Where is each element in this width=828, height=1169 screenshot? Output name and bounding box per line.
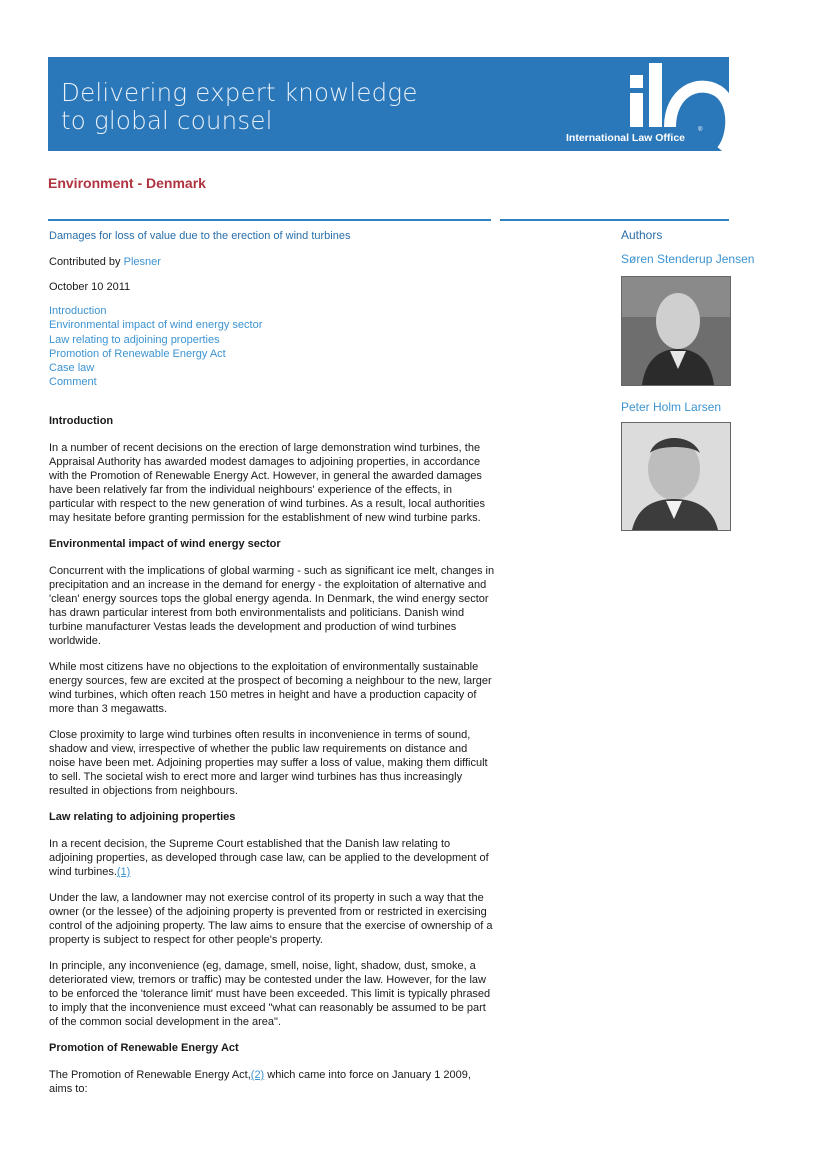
- header-banner: [48, 57, 729, 151]
- paragraph-with-footnote: [49, 1068, 496, 1096]
- paragraph-with-footnote: [49, 837, 496, 879]
- article-body: [49, 414, 496, 1108]
- author-photo: [621, 276, 731, 386]
- logo-wordmark: International Law Office: [566, 132, 686, 144]
- author-photo: [621, 422, 731, 531]
- paragraph: In principle, any inconvenience (eg, damage, smell, noise, light, shadow, dust, smoke, a deteriorated view, tremors or traffic) may be contested under the law. However, for the law to be enforced the 'tolerance limit' must have been exceeded. This limit is typically phrased to imply that the inconvenience must exceed "what can reasonably be assumed to be part of the common social development in the area".: [49, 960, 491, 1028]
- paragraph: Close proximity to large wind turbines often results in inconvenience in terms of sound, shadow and view, irrespective of whether the public law requirements on distance and noise have been met. Adjoining properties may suffer a loss of value, making them difficult to sell. The societal wish to erect more and larger wind turbines has thus increasingly resulted in objections from neighbours.: [49, 729, 488, 797]
- paragraph: Under the law, a landowner may not exercise control of its property in such a way that the owner (or the lessee) of the adjoining property is prevented from or restricted in exercising control of the adjoining property. The law aims to ensure that the exercise of ownership of a property is subject to respect for other people's property.: [49, 892, 493, 946]
- section-heading: Promotion of Renewable Energy Act: [49, 1042, 239, 1054]
- toc-link-renewable-energy-act[interactable]: Promotion of Renewable Energy Act: [49, 347, 226, 360]
- registered-mark: ®: [698, 127, 703, 133]
- toc-link-environmental-impact[interactable]: Environmental impact of wind energy sector: [49, 319, 263, 332]
- section-heading: Introduction: [49, 415, 114, 427]
- toc-link-case-law[interactable]: Case law: [49, 362, 95, 375]
- toc-link-adjoining-properties[interactable]: Law relating to adjoining properties: [49, 333, 220, 346]
- paragraph-text: In a recent decision, the Supreme Court established that the Danish law relating to adjoining properties, as developed through case law, can be applied to the development of wind turbines.: [49, 838, 489, 878]
- divider: [48, 219, 491, 221]
- article-subtitle: Damages for loss of value due to the erection of wind turbines: [49, 230, 351, 242]
- footnote-link-2[interactable]: (2): [250, 1069, 265, 1081]
- paragraph-text-part: which came into force on January 1 2009, aims to:: [49, 1069, 471, 1095]
- portrait-image: [622, 277, 730, 385]
- paragraph-text: [49, 1069, 471, 1095]
- contributed-by: [49, 255, 161, 269]
- paragraph: Concurrent with the implications of global warming - such as significant ice melt, changes in precipitation and an increase in the demand for energy - the exploitation of alternative and 'clean' energy sources tops the global energy agenda. In Denmark, the wind energy sector has drawn particular interest from both environmentalists and politicians. Danish wind turbine manufacturer Vestas leads the development and production of wind turbines worldwide.: [49, 565, 495, 647]
- paragraph: While most citizens have no objections to the exploitation of environmentally sustainable energy sources, few are excited at the prospect of becoming a neighbour to the new, larger wind turbines, which often reach 150 metres in height and have a production capacity of more than 3 megawatts.: [49, 661, 492, 715]
- tagline: [61, 79, 418, 135]
- section-title: Environment - Denmark: [48, 175, 206, 191]
- contributor-link[interactable]: Plesner: [123, 256, 161, 268]
- author-name-link[interactable]: Peter Holm Larsen: [621, 400, 722, 414]
- tagline-line-1: Delivering expert knowledge: [61, 78, 418, 107]
- paragraph: In a number of recent decisions on the erection of large demonstration wind turbines, the Appraisal Authority has awarded modest damages to adjoining properties, in accordance with the Promotion of Renewable Energy Act. However, in general the awarded damages have been relatively far from the individual neighbours' experience of the effects, in particular with respect to the new generation of wind turbines. As a result, local authorities may hesitate before granting permission for the establishment of new wind turbine parks.: [49, 442, 485, 524]
- contributed-label: Contributed by: [49, 256, 121, 268]
- article-date: October 10 2011: [49, 281, 131, 293]
- section-heading: Environmental impact of wind energy sector: [49, 538, 281, 550]
- authors-heading: Authors: [621, 228, 663, 242]
- portrait-image: [622, 423, 730, 530]
- toc-link-introduction[interactable]: Introduction: [49, 305, 107, 317]
- section-heading: Law relating to adjoining properties: [49, 811, 236, 823]
- tagline-line-2: to global counsel: [61, 106, 273, 135]
- footnote-link-1[interactable]: (1): [116, 866, 131, 878]
- table-of-contents: [49, 304, 262, 390]
- toc-link-comment[interactable]: Comment: [49, 376, 97, 389]
- paragraph-text-part: The Promotion of Renewable Energy Act,: [49, 1069, 251, 1081]
- author-name-link[interactable]: Søren Stenderup Jensen: [621, 252, 755, 266]
- divider: [500, 219, 729, 221]
